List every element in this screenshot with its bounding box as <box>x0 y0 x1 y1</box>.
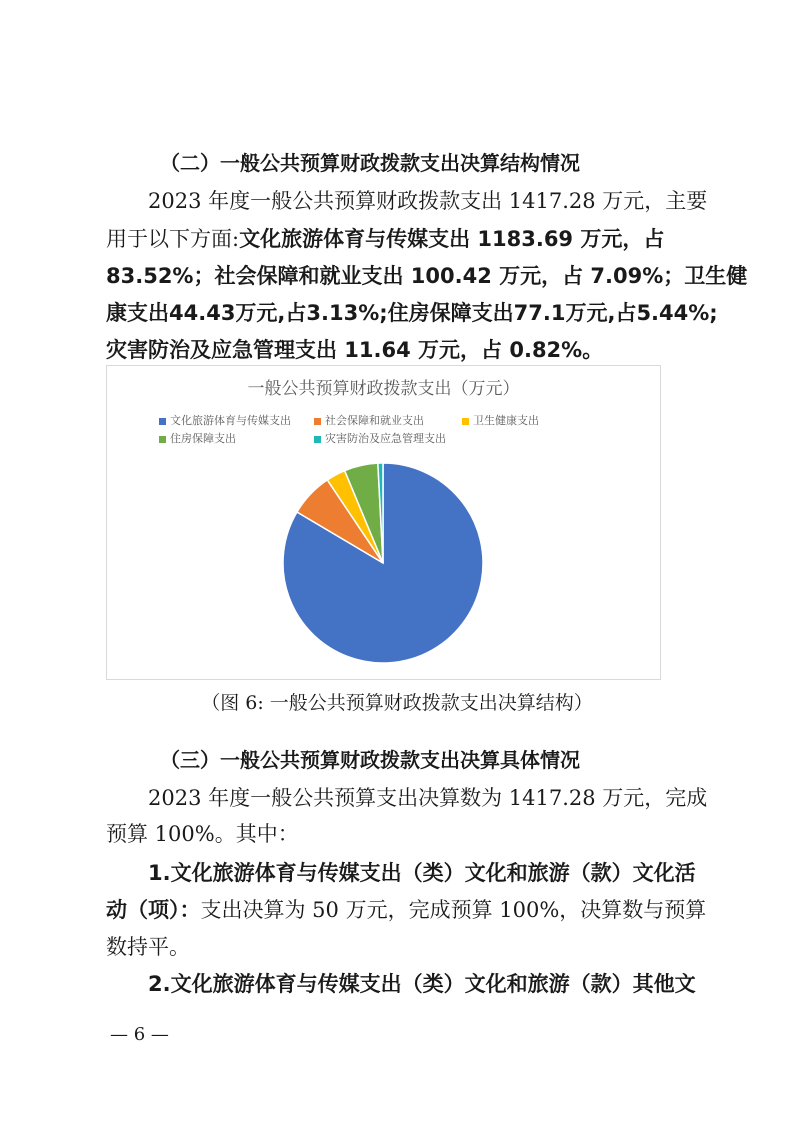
section3-paragraph-line: 预算 100%。其中： <box>106 822 299 846</box>
legend-label: 社会保障和就业支出 <box>325 414 424 427</box>
chart-title: 一般公共预算财政拨款支出（万元） <box>247 379 520 399</box>
section3-item2-line: 2.文化旅游体育与传媒支出（类）文化和旅游（款）其他文 <box>148 972 696 996</box>
text-run-bold: 动（项）： <box>106 898 201 922</box>
section2-paragraph-line: 灾害防治及应急管理支出 11.64 万元，占 0.82%。 <box>106 338 604 362</box>
legend-label: 卫生健康支出 <box>473 414 539 427</box>
pie-chart <box>107 366 660 679</box>
figure-caption: （图 6: 一般公共预算财政拨款支出决算结构） <box>201 692 593 714</box>
section2-paragraph-line: 2023 年度一般公共预算财政拨款支出 1417.28 万元，主要 <box>148 189 708 213</box>
page-number: — 6 — <box>110 1024 169 1045</box>
text-run: 支出决算为 50 万元，完成预算 100%，决算数与预算 <box>200 898 707 922</box>
section3-heading: （三）一般公共预算财政拨款支出决算具体情况 <box>160 748 580 772</box>
section2-paragraph-line: 83.52%；社会保障和就业支出 100.42 万元，占 7.09%；卫生健 <box>106 264 748 288</box>
section3-paragraph-line: 2023 年度一般公共预算支出决算数为 1417.28 万元，完成 <box>148 786 708 810</box>
legend-label: 文化旅游体育与传媒支出 <box>170 414 291 427</box>
text-run-bold: 文化旅游体育与传媒支出 1183.69 万元，占 <box>239 227 665 251</box>
section2-paragraph-line: 康支出44.43万元,占3.13%;住房保障支出77.1万元,占5.44%; <box>106 301 718 325</box>
pie-chart-box <box>106 365 661 680</box>
section3-item1-line: 数持平。 <box>106 935 190 959</box>
section2-heading: （二）一般公共预算财政拨款支出决算结构情况 <box>160 151 580 175</box>
section3-item1-line <box>106 897 706 923</box>
legend-label: 灾害防治及应急管理支出 <box>325 432 446 445</box>
section3-item1-line: 1.文化旅游体育与传媒支出（类）文化和旅游（款）文化活 <box>148 861 696 885</box>
legend-label: 住房保障支出 <box>170 432 236 445</box>
text-run: 用于以下方面: <box>106 227 240 251</box>
section2-paragraph-line <box>106 226 664 252</box>
